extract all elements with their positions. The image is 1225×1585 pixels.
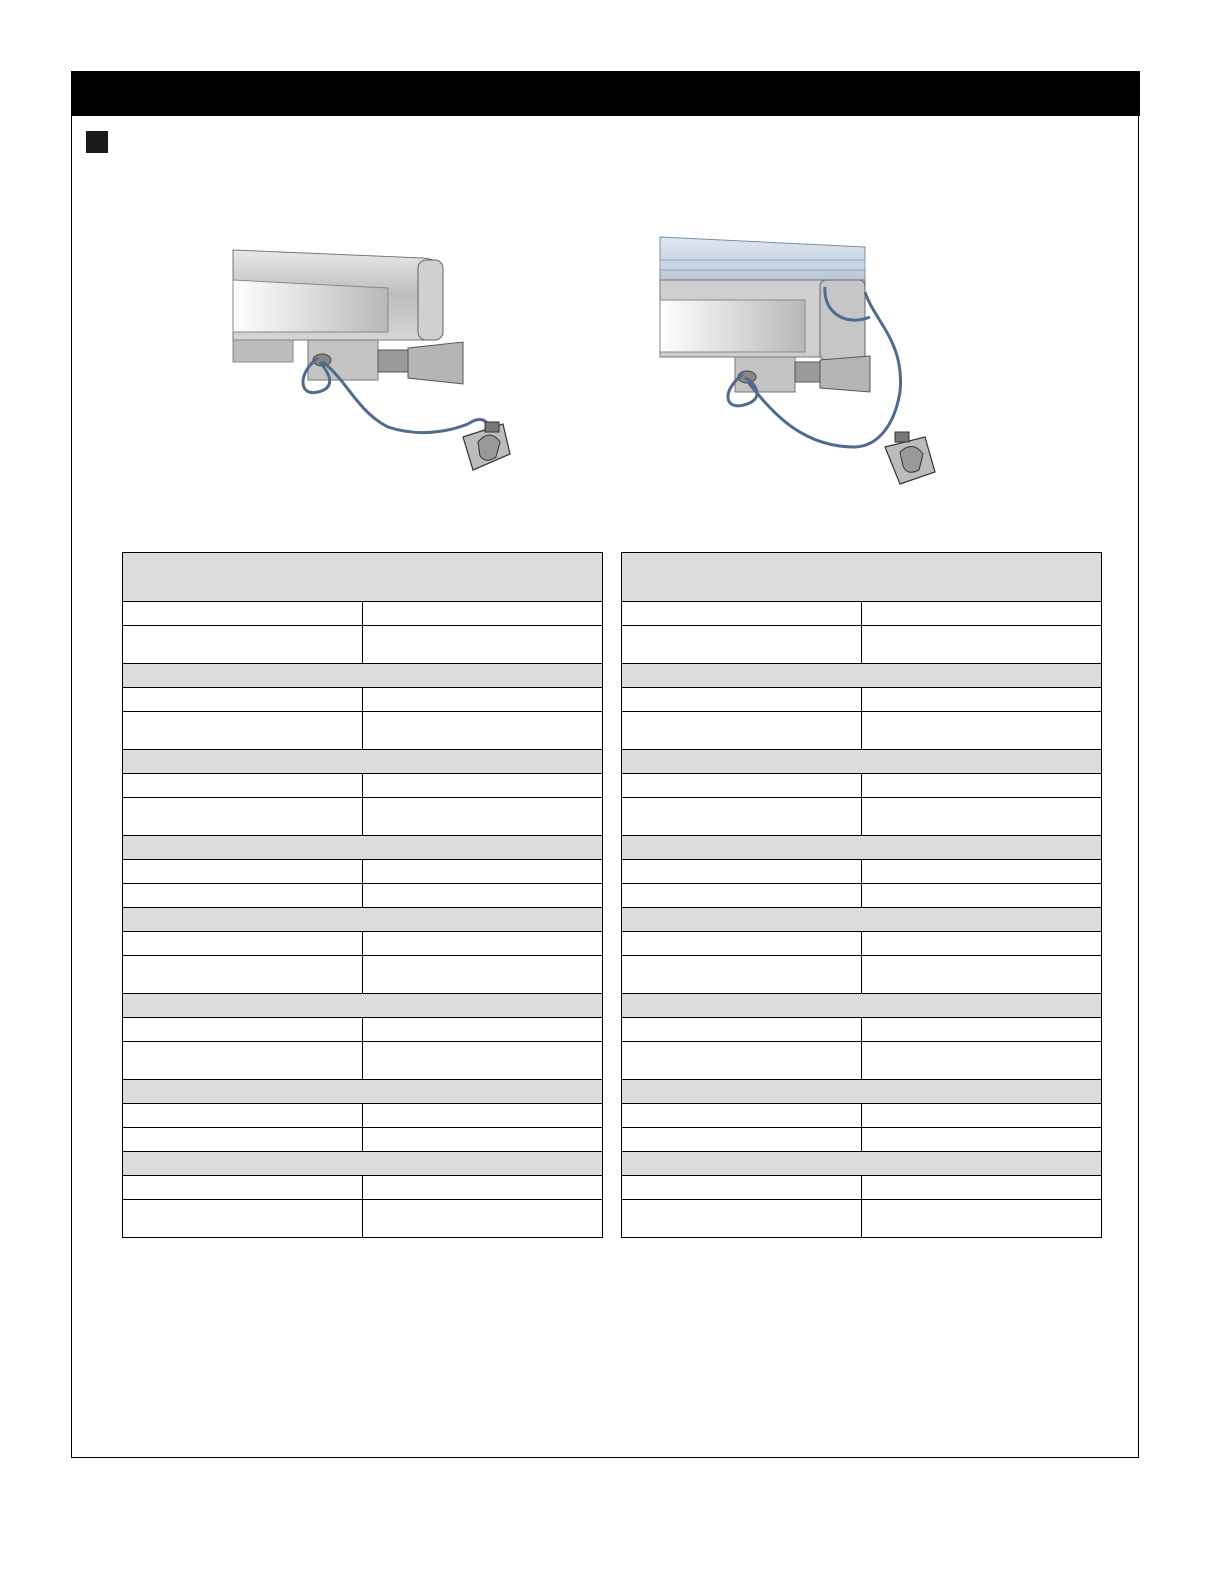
row-label [622, 956, 862, 994]
table-row [123, 932, 603, 956]
section-heading [622, 750, 1102, 774]
step-marker [86, 131, 108, 153]
table-row [622, 860, 1102, 884]
table-section-row [123, 750, 603, 774]
table-row [123, 712, 603, 750]
section-heading [622, 1152, 1102, 1176]
row-value [363, 884, 603, 908]
table-section-row [622, 994, 1102, 1018]
table-row [622, 884, 1102, 908]
table-row [622, 626, 1102, 664]
row-label [123, 884, 363, 908]
row-label [622, 688, 862, 712]
section-heading [622, 1080, 1102, 1104]
table-row [123, 626, 603, 664]
row-label [622, 626, 862, 664]
table-row [622, 1042, 1102, 1080]
table-row [123, 798, 603, 836]
row-label [622, 860, 862, 884]
row-value [363, 1200, 603, 1238]
section-heading [123, 750, 603, 774]
row-label [622, 1104, 862, 1128]
spec-table-right [621, 552, 1102, 1238]
row-value [363, 626, 603, 664]
section-heading [123, 664, 603, 688]
section-heading [622, 664, 1102, 688]
table-title [123, 553, 603, 602]
section-heading [622, 908, 1102, 932]
row-label [622, 774, 862, 798]
table-section-row [622, 750, 1102, 774]
table-row [123, 1042, 603, 1080]
table-row [123, 884, 603, 908]
table-row [123, 1128, 603, 1152]
table-section-row [622, 1152, 1102, 1176]
table-row [123, 774, 603, 798]
table-row [622, 1018, 1102, 1042]
row-label [622, 1200, 862, 1238]
table-row [123, 602, 603, 626]
table-section-row [123, 1152, 603, 1176]
row-value [862, 860, 1102, 884]
figure-left [228, 232, 528, 492]
table-row [622, 932, 1102, 956]
table-title-row [123, 553, 603, 602]
table-row [622, 1104, 1102, 1128]
table-row [123, 688, 603, 712]
row-label [123, 1104, 363, 1128]
table-section-row [123, 1080, 603, 1104]
spec-table-right-body [622, 553, 1102, 1238]
table-row [123, 1176, 603, 1200]
row-value [862, 1042, 1102, 1080]
row-value [862, 688, 1102, 712]
table-row [622, 602, 1102, 626]
row-label [123, 1200, 363, 1238]
section-heading [123, 1152, 603, 1176]
row-label [622, 1018, 862, 1042]
table-row [622, 688, 1102, 712]
row-label [622, 932, 862, 956]
table-row [622, 1176, 1102, 1200]
row-value [363, 602, 603, 626]
section-heading [622, 836, 1102, 860]
product-bracket-with-cable-lock-illustration [228, 232, 528, 492]
product-with-panel-and-cable-lock-illustration [655, 232, 955, 492]
row-value [862, 798, 1102, 836]
row-value [363, 712, 603, 750]
table-title [622, 553, 1102, 602]
row-value [363, 956, 603, 994]
section-heading [123, 908, 603, 932]
row-value [862, 774, 1102, 798]
row-label [123, 932, 363, 956]
row-label [622, 798, 862, 836]
row-label [622, 884, 862, 908]
row-label [123, 1018, 363, 1042]
row-label [622, 1042, 862, 1080]
row-label [622, 1128, 862, 1152]
table-row [622, 712, 1102, 750]
spec-table-left [122, 552, 603, 1238]
row-value [363, 1104, 603, 1128]
row-value [862, 932, 1102, 956]
section-heading [123, 1080, 603, 1104]
table-row [123, 956, 603, 994]
row-label [622, 712, 862, 750]
row-value [862, 602, 1102, 626]
row-value [862, 626, 1102, 664]
section-heading [123, 836, 603, 860]
table-section-row [622, 664, 1102, 688]
row-value [862, 1018, 1102, 1042]
row-label [123, 1128, 363, 1152]
row-value [363, 1018, 603, 1042]
table-row [622, 798, 1102, 836]
section-heading [123, 994, 603, 1018]
table-section-row [123, 994, 603, 1018]
row-label [123, 1042, 363, 1080]
section-heading [622, 994, 1102, 1018]
row-label [123, 1176, 363, 1200]
row-label [622, 602, 862, 626]
table-row [123, 1018, 603, 1042]
row-value [363, 798, 603, 836]
table-section-row [622, 908, 1102, 932]
row-label [123, 602, 363, 626]
row-value [363, 1128, 603, 1152]
table-section-row [123, 836, 603, 860]
table-row [123, 860, 603, 884]
table-row [622, 774, 1102, 798]
row-label [123, 688, 363, 712]
header-bar [71, 71, 1140, 116]
row-label [123, 956, 363, 994]
row-label [622, 1176, 862, 1200]
row-value [862, 1200, 1102, 1238]
table-section-row [123, 664, 603, 688]
row-value [862, 1104, 1102, 1128]
row-label [123, 798, 363, 836]
row-value [862, 1128, 1102, 1152]
row-value [862, 712, 1102, 750]
row-value [862, 1176, 1102, 1200]
spec-table-left-body [123, 553, 603, 1238]
row-value [862, 884, 1102, 908]
row-value [363, 1176, 603, 1200]
row-value [363, 932, 603, 956]
table-section-row [622, 1080, 1102, 1104]
figure-right [655, 232, 955, 492]
row-label [123, 860, 363, 884]
row-value [363, 860, 603, 884]
table-row [123, 1104, 603, 1128]
row-label [123, 712, 363, 750]
row-label [123, 774, 363, 798]
row-label [123, 626, 363, 664]
table-section-row [123, 908, 603, 932]
row-value [862, 956, 1102, 994]
table-section-row [622, 836, 1102, 860]
row-value [363, 1042, 603, 1080]
table-row [622, 1200, 1102, 1238]
row-value [363, 774, 603, 798]
table-title-row [622, 553, 1102, 602]
table-row [123, 1200, 603, 1238]
row-value [363, 688, 603, 712]
table-row [622, 956, 1102, 994]
table-row [622, 1128, 1102, 1152]
